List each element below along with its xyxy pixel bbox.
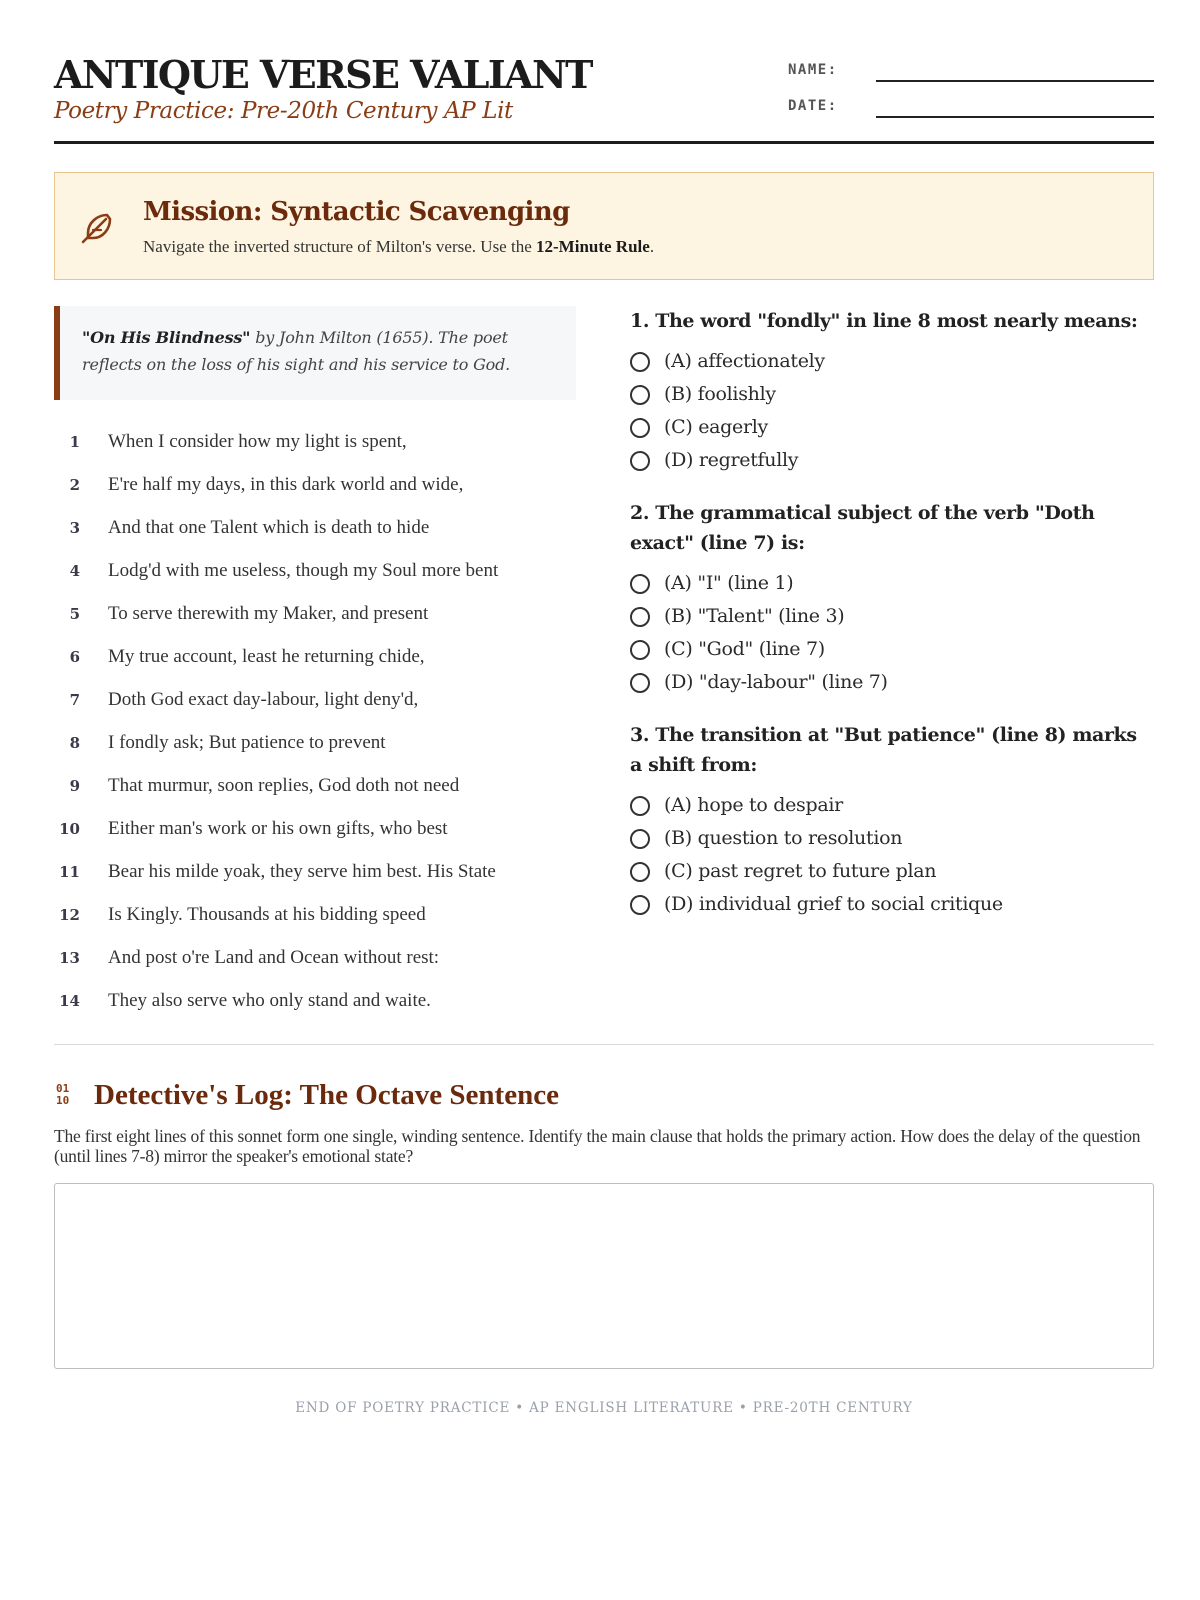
radio-button[interactable] [630,607,650,627]
radio-button[interactable] [630,796,650,816]
radio-button[interactable] [630,829,650,849]
line-number: 4 [69,562,80,580]
question-1 [630,306,1154,478]
log-title: Detective's Log: The Octave Sentence [94,1079,559,1111]
line-text: That murmur, soon replies, God doth not need [108,775,460,796]
poem-line [54,507,576,550]
poem-title: "On His Blindness" [82,328,251,347]
mission-text-before: Navigate the inverted structure of Milton's verse. Use the [143,237,537,256]
line-number: 1 [69,433,80,451]
binary-icon [56,1083,78,1109]
poem-line [54,679,576,722]
section-divider [54,1044,1154,1045]
option-label: (D) individual grief to social critique [664,893,1003,915]
mission-title: Mission: Syntactic Scavenging [143,197,570,227]
line-number: 2 [69,476,80,494]
question-prompt: 2. The grammatical subject of the verb "Doth exact" (line 7) is: [630,502,1095,554]
answer-option[interactable] [630,856,1154,889]
name-line[interactable] [876,80,1154,82]
question-prompt: 1. The word "fondly" in line 8 most nearly means: [630,310,1138,332]
poem-line [54,765,576,808]
date-field [788,96,1154,126]
line-text: Lodg'd with me useless, though my Soul more bent [108,560,499,581]
option-label: (B) "Talent" (line 3) [664,605,845,627]
line-text: And that one Talent which is death to hide [108,517,430,538]
answer-options [630,346,1154,478]
line-number: 9 [69,777,80,795]
option-label: (A) "I" (line 1) [664,572,794,594]
option-label: (B) question to resolution [664,827,903,849]
binary-icon-top: 01 [56,1082,70,1095]
mission-instructions [143,236,654,258]
poem [54,421,576,1023]
line-number: 7 [69,691,80,709]
poem-line [54,808,576,851]
line-text: Doth God exact day-labour, light deny'd, [108,689,419,710]
name-field [788,60,1154,90]
line-number: 3 [69,519,80,537]
line-text: My true account, least he returning chide, [108,646,425,667]
line-text: When I consider how my light is spent, [108,431,407,452]
line-text: To serve therewith my Maker, and present [108,603,429,624]
line-number: 5 [69,605,80,623]
line-number: 10 [59,820,80,838]
question-prompt: 3. The transition at "But patience" (line 8) marks a shift from: [630,724,1137,776]
line-text: Bear his milde yoak, they serve him best. His State [108,861,496,882]
poem-line [54,550,576,593]
poem-line [54,980,576,1023]
radio-button[interactable] [630,673,650,693]
answer-option[interactable] [630,346,1154,379]
radio-button[interactable] [630,640,650,660]
line-text: They also serve who only stand and waite. [108,990,431,1011]
line-text: E're half my days, in this dark world and wide, [108,474,464,495]
line-number: 14 [59,992,80,1010]
option-label: (A) affectionately [664,350,825,372]
poem-line [54,851,576,894]
poem-context [82,324,562,378]
option-label: (B) foolishly [664,383,776,405]
line-number: 8 [69,734,80,752]
radio-button[interactable] [630,574,650,594]
line-text: Either man's work or his own gifts, who best [108,818,448,839]
poem-line [54,722,576,765]
worksheet-page [54,0,1154,1600]
answer-option[interactable] [630,379,1154,412]
poem-context-text: by John Milton (1655). The poet reflects on the loss of his sight and his service to God. [82,328,511,374]
poem-line [54,593,576,636]
question-2 [630,498,1154,700]
date-line[interactable] [876,116,1154,118]
option-label: (C) "God" (line 7) [664,638,825,660]
line-text: I fondly ask; But patience to prevent [108,732,386,753]
answer-option[interactable] [630,634,1154,667]
answer-box[interactable] [54,1183,1154,1369]
date-label: DATE: [788,98,838,114]
binary-icon-bottom: 10 [56,1094,70,1107]
worksheet-title: ANTIQUE VERSE VALIANT [54,52,592,97]
option-label: (D) regretfully [664,449,799,471]
radio-button[interactable] [630,451,650,471]
radio-button[interactable] [630,385,650,405]
line-number: 6 [69,648,80,666]
radio-button[interactable] [630,895,650,915]
answer-option[interactable] [630,601,1154,634]
answer-options [630,568,1154,700]
radio-button[interactable] [630,862,650,882]
line-number: 12 [59,906,80,924]
name-label: NAME: [788,62,838,78]
mission-box [54,172,1154,280]
poem-line [54,636,576,679]
poem-line [54,421,576,464]
question-3 [630,720,1154,922]
footer: END OF POETRY PRACTICE • AP ENGLISH LITERATURE • PRE-20TH CENTURY [295,1400,913,1416]
radio-button[interactable] [630,352,650,372]
answer-options [630,790,1154,922]
line-number: 11 [59,863,80,881]
mission-rule: 12-Minute Rule [536,237,650,256]
line-text: And post o're Land and Ocean without rest: [108,947,440,968]
option-label: (C) eagerly [664,416,768,438]
answer-option[interactable] [630,568,1154,601]
header [54,52,1154,144]
line-text: Is Kingly. Thousands at his bidding speed [108,904,426,925]
worksheet-subtitle: Poetry Practice: Pre-20th Century AP Lit [54,98,513,124]
poem-line [54,464,576,507]
answer-option[interactable] [630,445,1154,478]
answer-option[interactable] [630,412,1154,445]
answer-option[interactable] [630,667,1154,700]
poem-context-box [54,306,576,400]
option-label: (C) past regret to future plan [664,860,937,882]
radio-button[interactable] [630,418,650,438]
line-number: 13 [59,949,80,967]
answer-option[interactable] [630,823,1154,856]
answer-option[interactable] [630,889,1154,922]
answer-option[interactable] [630,790,1154,823]
feather-icon [77,207,117,247]
poem-line [54,894,576,937]
log-prompt: The first eight lines of this sonnet form one single, winding sentence. Identify the main clause that holds the primary action. How does the delay of the question (until lines 7-8) mirror the speaker's emotional state? [54,1126,1141,1166]
option-label: (D) "day-labour" (line 7) [664,671,888,693]
poem-line [54,937,576,980]
option-label: (A) hope to despair [664,794,843,816]
mission-text-after: . [649,237,655,256]
